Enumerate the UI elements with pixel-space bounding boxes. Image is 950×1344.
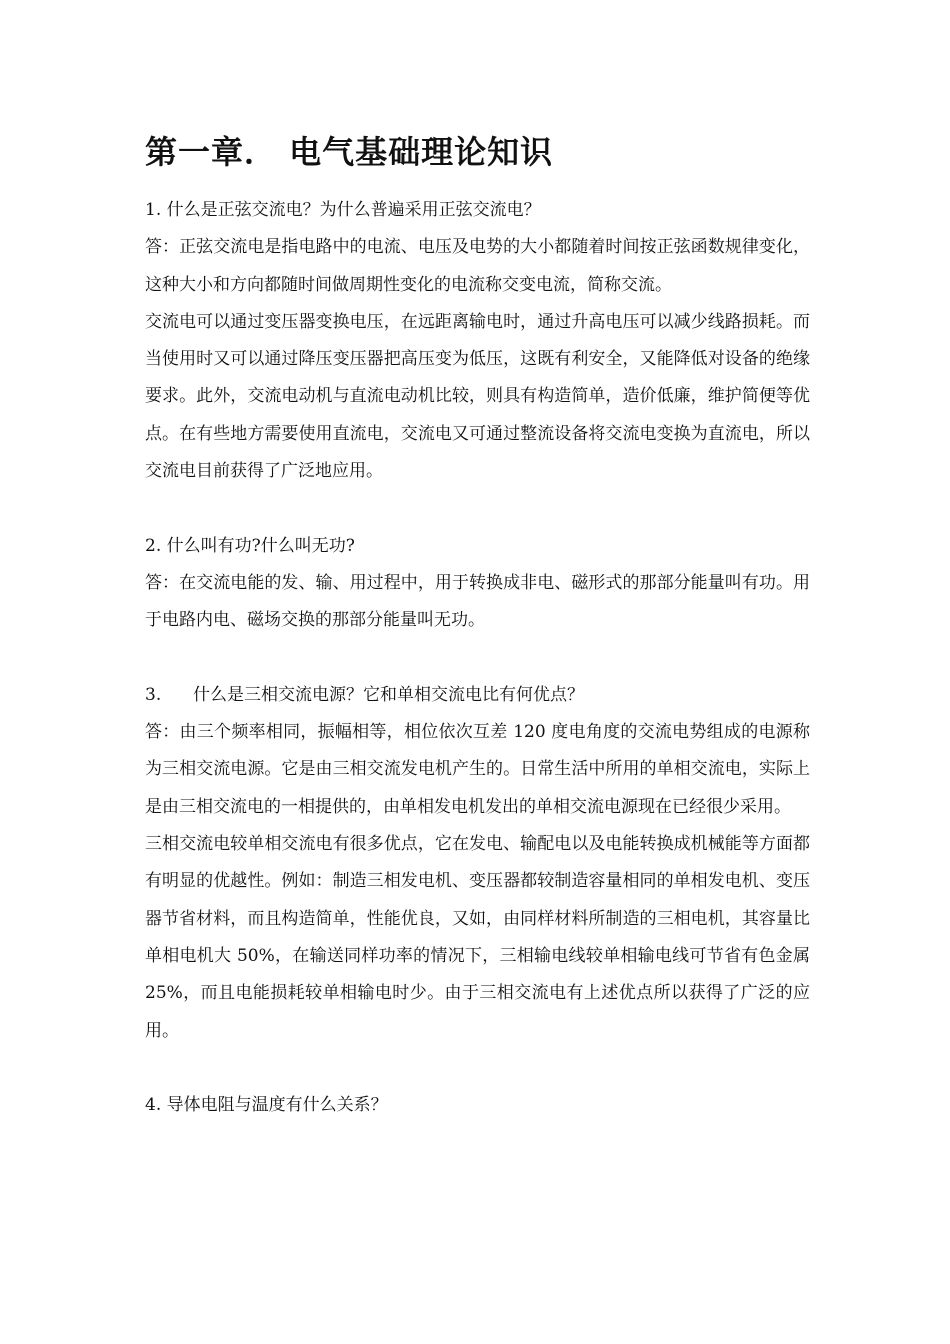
answer-3-paragraph-1: 答：由三个频率相同，振幅相等，相位依次互差 120 度电角度的交流电势组成的电源称为三相交流电源。它是由三相交流发电机产生的。日常生活中所用的单相交流电，实际上是由三相交流电的一相提供的，由单相发电机发出的单相交流电源现在已经很少采用。 xyxy=(145,722,810,817)
spacer xyxy=(145,490,810,527)
spacer xyxy=(145,1050,810,1087)
question-3-text: 什么是三相交流电源？它和单相交流电比有何优点？ xyxy=(193,684,584,705)
answer-1-paragraph-1: 答：正弦交流电是指电路中的电流、电压及电势的大小都随着时间按正弦函数规律变化，这种大小和方向都随时间做周期性变化的电流称交变电流，简称交流。 xyxy=(145,237,810,295)
answer-3-paragraph-2: 三相交流电较单相交流电有很多优点，它在发电、输配电以及电能转换成机械能等方面都有明显的优越性。例如：制造三相发电机、变压器都较制造容量相同的单相发电机、变压器节省材料，而且构造简单，性能优良，又如，由同样材料所制造的三相电机，其容量比单相电机大 50%，在输送同样功率的情况下，三相输电线较单相输电线可节省有色金属 25%，而且电能损耗较单相输电时少。由于三相交流电有上述优点所以获得了广泛的应用。 xyxy=(145,834,810,1041)
chapter-title: 第一章． 电气基础理论知识 xyxy=(145,133,554,171)
spacer xyxy=(145,640,810,677)
question-2: 2. 什么叫有功?什么叫无功? xyxy=(145,535,355,556)
answer-1-paragraph-2: 交流电可以通过变压器变换电压，在远距离输电时，通过升高电压可以减少线路损耗。而当使用时又可以通过降压变压器把高压变为低压，这既有利安全，又能降低对设备的绝缘要求。此外，交流电动机与直流电动机比较，则具有构造简单，造价低廉，维护简便等优点。在有些地方需要使用直流电，交流电又可通过整流设备将交流电变换为直流电，所以交流电目前获得了广泛地应用。 xyxy=(145,311,810,482)
document-body xyxy=(145,192,810,1124)
answer-2: 答：在交流电能的发、输、用过程中，用于转换成非电、磁形式的那部分能量叫有功。用于电路内电、磁场交换的那部分能量叫无功。 xyxy=(145,572,810,631)
question-3 xyxy=(145,677,810,714)
question-4: 4. 导体电阻与温度有什么关系？ xyxy=(145,1095,388,1116)
question-1: 1. 什么是正弦交流电？为什么普遍采用正弦交流电？ xyxy=(145,200,541,220)
question-3-number: 3. xyxy=(145,684,162,705)
